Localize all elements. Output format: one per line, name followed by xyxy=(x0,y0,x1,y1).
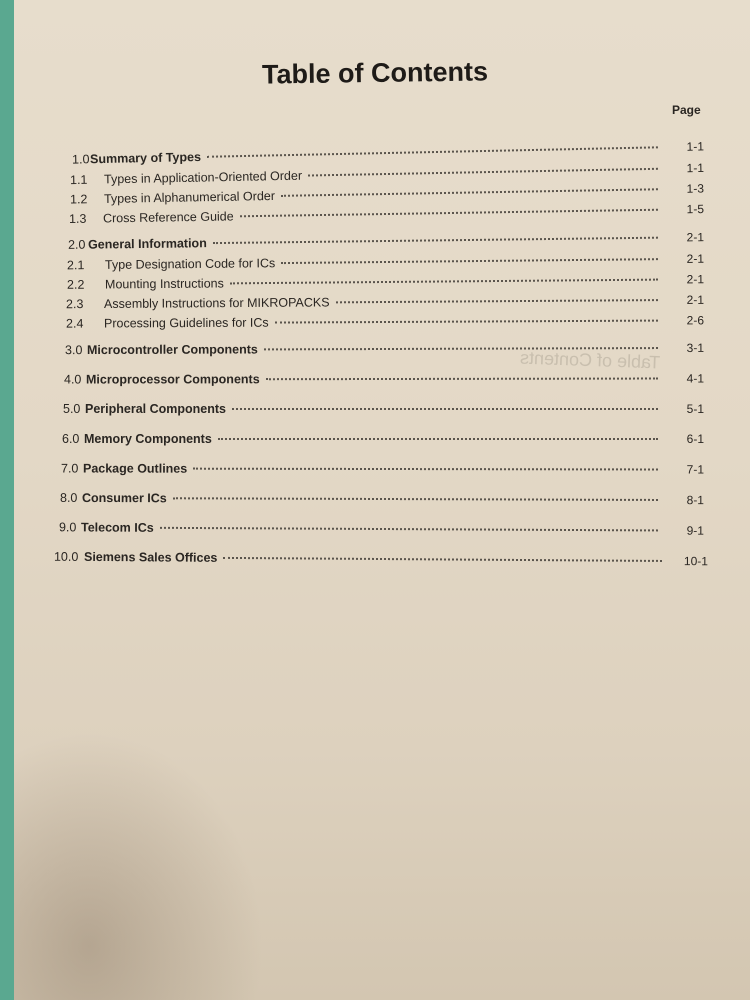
entry-page: 2-1 xyxy=(686,251,705,266)
entry-page: 3-1 xyxy=(686,340,705,355)
entry-number: 2.0 xyxy=(67,237,86,252)
toc-entry xyxy=(67,272,704,292)
dot-leader xyxy=(218,437,658,440)
entry-label: Types in Alphanumerical Order xyxy=(103,188,276,206)
page-title: Table of Contents xyxy=(261,56,489,90)
entry-label: Microcontroller Components xyxy=(86,342,258,358)
entry-label: Processing Guidelines for ICs xyxy=(103,315,269,331)
entry-page: 6-1 xyxy=(686,432,704,446)
entry-label: Telecom ICs xyxy=(80,520,154,535)
entry-label: Peripheral Components xyxy=(85,402,226,416)
entry-number: 10.0 xyxy=(53,549,79,564)
entry-page: 1-3 xyxy=(686,181,705,196)
dot-leader xyxy=(336,298,658,303)
bleed-through-text: Table of Contents xyxy=(519,347,661,373)
dot-leader xyxy=(223,556,662,562)
entry-page: 9-1 xyxy=(686,523,705,538)
entry-number: 1.3 xyxy=(68,211,87,226)
toc-entry xyxy=(67,252,704,273)
dot-leader xyxy=(173,496,658,501)
dot-leader xyxy=(160,526,658,532)
toc-entry xyxy=(64,371,704,386)
dot-leader xyxy=(240,208,658,218)
dot-leader xyxy=(264,346,658,350)
entry-number: 7.0 xyxy=(60,461,79,476)
entry-page: 1-1 xyxy=(686,160,705,176)
entry-label: Memory Components xyxy=(84,432,212,446)
entry-label: Package Outlines xyxy=(82,461,188,476)
page-column-label: Page xyxy=(672,103,701,117)
dot-leader xyxy=(275,319,658,324)
entry-label: Microprocessor Components xyxy=(85,372,260,387)
entry-label: Assembly Instructions for MIKROPACKS xyxy=(103,295,330,311)
entry-page: 1-1 xyxy=(686,139,705,154)
toc-entry xyxy=(60,491,704,507)
dot-leader xyxy=(266,377,658,381)
dot-leader xyxy=(230,278,658,285)
entry-page: 10-1 xyxy=(683,554,709,569)
entry-number: 4.0 xyxy=(63,372,82,387)
dot-leader xyxy=(193,467,658,471)
entry-number: 3.0 xyxy=(64,343,83,358)
entry-label: Siemens Sales Offices xyxy=(83,549,218,565)
entry-number: 1.0 xyxy=(71,152,90,167)
entry-label: Type Designation Code for ICs xyxy=(104,256,276,272)
entry-number: 2.3 xyxy=(65,297,84,312)
entry-page: 2-6 xyxy=(686,313,705,328)
entry-number: 6.0 xyxy=(62,432,80,446)
toc-entry xyxy=(66,293,704,311)
entry-page: 5-1 xyxy=(686,402,704,416)
entry-number: 1.1 xyxy=(69,172,88,188)
entry-label: Summary of Types xyxy=(89,149,202,167)
entry-number: 2.2 xyxy=(66,277,85,292)
entry-number: 1.2 xyxy=(69,192,88,207)
toc-entry xyxy=(62,432,704,446)
entry-number: 2.4 xyxy=(65,316,84,331)
entry-page: 2-1 xyxy=(686,272,705,287)
toc-entry xyxy=(54,550,708,569)
entry-page: 8-1 xyxy=(686,493,705,508)
toc-entry xyxy=(59,520,704,537)
entry-number: 2.1 xyxy=(66,258,85,273)
entry-number: 9.0 xyxy=(58,520,77,535)
entry-label: Types in Application-Oriented Order xyxy=(103,168,303,187)
entry-number: 8.0 xyxy=(59,490,78,505)
dot-leader xyxy=(232,407,658,410)
toc-entry xyxy=(61,461,704,476)
dot-leader xyxy=(207,145,658,157)
entry-page: 1-5 xyxy=(686,202,705,217)
toc-entry xyxy=(69,202,704,226)
entry-number: 5.0 xyxy=(63,402,81,416)
entry-page: 7-1 xyxy=(686,462,705,477)
entry-label: Cross Reference Guide xyxy=(102,209,234,226)
dot-leader xyxy=(308,167,658,177)
toc-entry xyxy=(63,402,704,416)
entry-page: 2-1 xyxy=(686,230,705,245)
dot-leader xyxy=(281,257,658,264)
toc-entry xyxy=(66,313,704,330)
entry-label: Consumer ICs xyxy=(81,490,167,506)
entry-page: 2-1 xyxy=(686,292,705,307)
toc-entry xyxy=(65,341,704,357)
entry-label: General Information xyxy=(87,236,207,252)
toc-entry xyxy=(68,230,704,252)
dot-leader xyxy=(213,236,658,244)
entry-label: Mounting Instructions xyxy=(104,276,224,292)
entry-page: 4-1 xyxy=(686,371,705,386)
dot-leader xyxy=(281,187,658,197)
